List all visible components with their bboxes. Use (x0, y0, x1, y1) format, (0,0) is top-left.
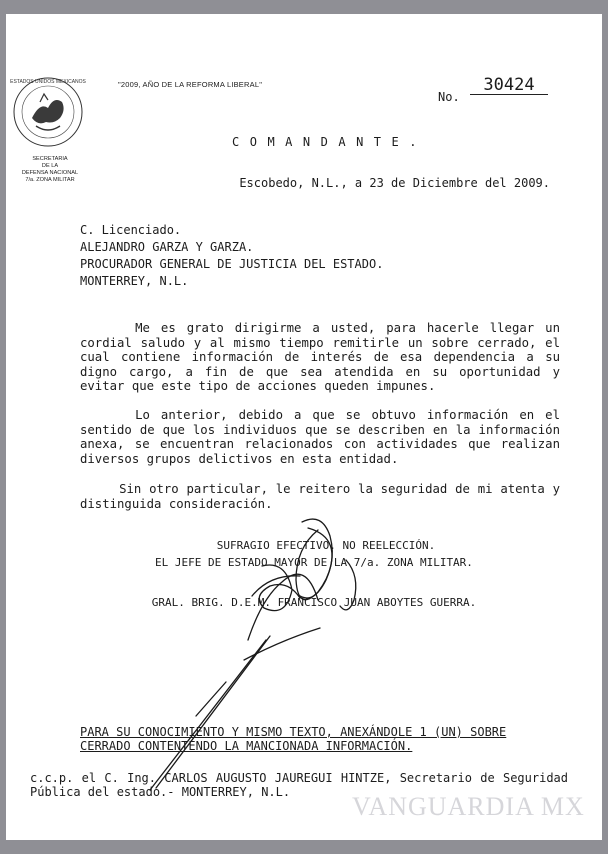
addressee-city: MONTERREY, N.L. (80, 274, 189, 288)
carbon-copy-line: c.c.p. el C. Ing. CARLOS AUGUSTO JAUREGUI HINTZE, Secretario de Seguridad Pública del estado.- MONTERREY, N.L. (30, 771, 568, 800)
annex-note-line-1: PARA SU CONOCIMIENTO Y MISMO TEXTO, ANEXÁNDOLE 1 (UN) SOBRE (80, 725, 507, 739)
place-date: Escobedo, N.L., a 23 de Diciembre del 2009. (239, 176, 550, 190)
watermark: VANGUARDIA MX (352, 792, 585, 821)
closing-title: EL JEFE DE ESTADO MAYOR DE LA 7/a. ZONA MILITAR. (155, 556, 473, 569)
body-paragraph-3: Sin otro particular, le reitero la seguridad de mi atenta y distinguida consideración. (80, 482, 560, 511)
addressee-name: ALEJANDRO GARZA Y GARZA. (80, 240, 254, 254)
annex-note-line-2: CERRADO CONTENTENDO LA MANCIONADA INFORMACIÓN. (80, 739, 413, 754)
mexican-coat-of-arms-seal (10, 72, 86, 152)
annex-note (80, 725, 564, 753)
document-number-label: No. (438, 90, 460, 104)
closing-motto: SUFRAGIO EFECTIVO. NO REELECCIÓN. (216, 539, 436, 552)
svg-text:ESTADOS UNIDOS MEXICANOS: ESTADOS UNIDOS MEXICANOS (10, 79, 86, 85)
department-name: SECRETARIA DE LA DEFENSA NACIONAL 7/a. ZONA MILITAR (21, 156, 79, 183)
addressee-block (80, 222, 383, 290)
signatory-name: GRAL. BRIG. D.E.M. FRANCISCO JUAN ABOYTES GUERRA. (151, 596, 477, 609)
addressee-salutation: C. Licenciado. (80, 223, 182, 237)
document-number: 30424 (470, 76, 548, 95)
rank-heading: COMANDANTE. (232, 135, 427, 149)
body-paragraph-2: Lo anterior, debido a que se obtuvo información en el sentido de que los individuos que se describen en la información anexa, se encuentran relacionados con actividades que realizan diversos grupos delictivos en esta entidad. (80, 408, 560, 466)
body-paragraph-1: Me es grato dirigirme a usted, para hacerle llegar un cordial saludo y al mismo tiempo remitirle un sobre cerrado, el cual contiene información de interés de esa dependencia a su digno cargo, a fin de que sea atendida en su oportunidad y evitar que este tipo de acciones queden impunes. (80, 321, 560, 394)
year-motto: "2009, AÑO DE LA REFORMA LIBERAL" (118, 80, 263, 89)
addressee-position: PROCURADOR GENERAL DE JUSTICIA DEL ESTADO. (80, 257, 384, 271)
